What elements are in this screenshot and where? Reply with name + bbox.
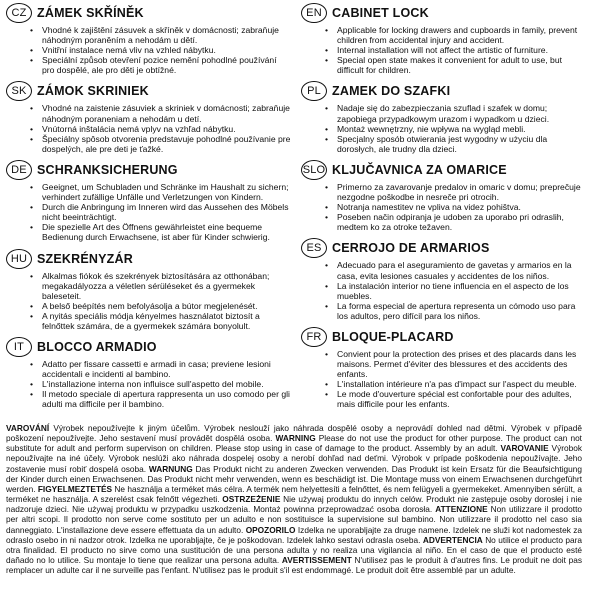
section-it — [6, 336, 291, 409]
section-de — [6, 159, 291, 243]
warning-text: Non utilizzare il prodotto per altri scopi. Il prodotto non serve come sostituto per un adulto e non sostituisce la supervisione sul bambino. Non utilizzare il prodotto nel caso sia danneggiato. L'installazione deve essere effettuata da un adulto. — [6, 504, 582, 535]
feature-list — [301, 260, 586, 321]
section-es — [301, 237, 586, 321]
section-title: SZEKRÉNYZÁR — [37, 251, 133, 266]
feature-item: • Vnútorná inštalácia nemá vplyv na vzhľad nábytku. — [30, 124, 291, 134]
warning-text: Výrobek nepoužívejte k jiným účelům. Výrobek neslouží jako náhrada dospělé osoby a neprovádí dohled nad dětmi. Výrobek v případě poškození nepoužívejte. Jeho sestavení musí provádět dospělá osoba. — [6, 423, 582, 444]
feature-item: • Le mode d'ouverture spécial est confortable pour des adultes, mais difficile pour les enfants. — [325, 389, 586, 409]
section-header — [6, 80, 291, 102]
feature-item: • Adatto per fissare cassetti e armadi in casa; previene lesioni accidentali e incidenti al bambino. — [30, 359, 291, 379]
section-title: ZÁMOK SKRINIEK — [37, 84, 149, 99]
feature-list — [6, 25, 291, 75]
warning-text: No utilice el producto para otra finalidad. El producto no sirve como una sustitución de una persona adulta y no realiza una vigilancia al niño. En el caso de que el producto esté dañado no lo utilice. Su montaje lo tiene que realizar una persona adulta. — [6, 534, 582, 566]
warning-label: AVERTISSEMENT — [281, 555, 352, 566]
section-hu — [6, 248, 291, 332]
feature-item: • Applicable for locking drawers and cupboards in family, prevent children from accidental injury and accident. — [325, 25, 586, 45]
language-badge: DE — [6, 160, 32, 180]
section-header — [6, 248, 291, 270]
section-header — [6, 2, 291, 24]
feature-item: • L'installazione interna non influisce sull'aspetto del mobile. — [30, 379, 291, 389]
warnings-block — [6, 423, 582, 575]
warning-label: WARNUNG — [148, 463, 193, 474]
section-header — [301, 237, 586, 259]
feature-item: • Poseben način odpiranja je udoben za uporabo pri odraslih, medtem ko za otroke težaven. — [325, 212, 586, 232]
section-title: ZÁMEK SKŘÍNĚK — [37, 6, 144, 20]
feature-item: • L'installation intérieure n'a pas d'impact sur l'aspect du meuble. — [325, 379, 586, 389]
warnings-paragraph — [6, 423, 582, 575]
section-sk — [6, 80, 291, 153]
feature-list — [301, 103, 586, 153]
feature-item: • Durch die Anbringung im Inneren wird das Aussehen des Möbels nicht beeinträchtigt. — [30, 202, 291, 222]
feature-item: • Vhodné na zaistenie zásuviek a skriniek v domácnosti; zabraňuje náhodným poraneniam a nehodám u detí. — [30, 103, 291, 123]
feature-list — [6, 103, 291, 153]
feature-item: • Špeciálny spôsob otvorenia predstavuje pohodlné používanie pre dospelých, ale pre deti je ťažké. — [30, 134, 291, 154]
feature-list — [6, 359, 291, 409]
warning-label: OSTRZEŻENIE — [222, 494, 281, 505]
feature-item: • Die spezielle Art des Öffnens gewährleistet eine bequeme Bedienung durch Erwachsene, ist aber für Kinder schwierig. — [30, 222, 291, 242]
section-header — [301, 159, 586, 181]
feature-item: • Convient pour la protection des prises et des placards dans les maisons. Permet d'éviter des blessures et des accidents des enfants. — [325, 349, 586, 379]
right-column — [301, 2, 586, 415]
section-header — [301, 80, 586, 102]
language-badge: SK — [6, 81, 32, 101]
section-header — [301, 326, 586, 348]
language-badge: ES — [301, 238, 327, 258]
feature-item: • Internal installation will not affect the artistic of furniture. — [325, 45, 586, 55]
warning-label: VAROVANIE — [500, 443, 549, 454]
section-title: SCHRANKSICHERUNG — [37, 162, 178, 177]
feature-item: • A belső beépítés nem befolyásolja a bútor megjelenését. — [30, 301, 291, 311]
warning-text: Please do not use the product for other purpose. The product can not substitute for adult and perform supervison on children. Please stop using in case of damage to the product. Assembly by an adult. — [6, 433, 582, 454]
feature-item: • La instalación interior no tiene influencia en el aspecto de los muebles. — [325, 281, 586, 301]
feature-item: • Geeignet, um Schubladen und Schränke im Haushalt zu sichern; verhindert zufällige Unfälle und Verletzungen von Kindern. — [30, 182, 291, 202]
section-fr — [301, 326, 586, 410]
feature-item: • Notranja namestitev ne vpliva na videz pohištva. — [325, 202, 586, 212]
feature-item: • Adecuado para el aseguramiento de gavetas y armarios en la casa, evita lesiones casuales y accidentes de los niños. — [325, 260, 586, 280]
warning-label: ATTENZIONE — [435, 504, 488, 515]
warning-text: Nie używaj produktu do innych celów. Produkt nie zastępuje osoby dorosłej i nie nadzoruje dzieci. Nie używaj produktu w przypadku uszkodzenia. Montaż powinna przeprowadzać osoba dorosła. — [6, 494, 582, 515]
feature-item: • Alkalmas fiókok és szekrények biztosítására az otthonában; megakadályozza a véletlen sérüléseket és a gyermekek baleseteit. — [30, 271, 291, 301]
warning-text: Ne használja a terméket más célra. A termék nem helyettesíti a felnőttet, és nem felügyeli a gyermekeket. Amennyiben sérült, a terméket ne használja. A szerelést csak felnőtt végezheti. — [6, 483, 583, 505]
section-cz — [6, 2, 291, 75]
feature-item: • A nyitás speciális módja kényelmes használatot biztosít a felnőttek számára, de a gyermekek számára bonyolult. — [30, 311, 291, 331]
section-title: CERROJO DE ARMARIOS — [332, 241, 490, 256]
warning-text: N'utilisez pas le produit à d'autres fins. Le produit ne doit pas remplacer un adulte car il ne surveille pas l'enfant. N'utilisez pas le produit s'il est endommagé. Le produit doit être assemblé par un adulte. — [6, 555, 582, 576]
section-title: KLJUČAVNICA ZA OMARICE — [332, 162, 507, 177]
feature-item: • La forma especial de apertura representa un cómodo uso para los adultos, pero difícil para los niños. — [325, 301, 586, 321]
section-header — [301, 2, 586, 24]
section-title: BLOCCO ARMADIO — [37, 340, 157, 355]
language-badge: IT — [6, 337, 32, 357]
language-badge: EN — [301, 3, 327, 23]
feature-item: • Montaż wewnętrzny, nie wpływa na wygląd mebli. — [325, 124, 586, 134]
language-badge: SLO — [301, 160, 327, 180]
feature-item: • Vnitřní instalace nemá vliv na vzhled nábytku. — [30, 45, 291, 55]
warning-text: Das Produkt nicht zu anderen Zwecken verwenden. Das Produkt ist kein Ersatz für die Beaufsichtigung der Kinder durch einen Erwachsenen. Das Produkt nicht mehr verwenden, wenn es beschädigt ist. Die Montage muss von einem Erwachsenen durchgeführt werden. — [6, 463, 582, 494]
section-pl — [301, 80, 586, 153]
language-badge: HU — [6, 249, 32, 269]
feature-list — [301, 349, 586, 410]
feature-item: • Speciální způsob otevření pozice nemění pohodlné používání pro dospělé, ale pro děti je obtížné. — [30, 55, 291, 75]
feature-item: • Specjalny sposób otwierania jest wygodny w użyciu dla dorosłych, ale trudny dla dzieci. — [325, 134, 586, 154]
language-badge: PL — [301, 81, 327, 101]
left-column — [6, 2, 291, 415]
section-header — [6, 336, 291, 358]
feature-item: • Nadaje się do zabezpieczania szuflad i szafek w domu; zapobiega przypadkowym urazom i wypadkom u dzieci. — [325, 103, 586, 123]
section-title: CABINET LOCK — [332, 6, 429, 20]
feature-list — [6, 182, 291, 243]
warning-label: FIGYELMEZTETÉS — [37, 483, 113, 494]
feature-item: • Special open state makes it convenient for adult to use, but difficult for children. — [325, 55, 586, 75]
warning-text: Izdelka ne uporabljajte za druge namene. Izdelek ne služi kot nadomestek za odraslo osebo in ni nadzor otrok. Izdelka ne uporabljajte, če je poškodovan. Izdelek lahko sestavi odrasla oseba. — [6, 524, 582, 545]
warning-label: ADVERTENCIA — [422, 534, 483, 545]
feature-item: • Primerno za zavarovanje predalov in omaric v domu; preprečuje nezgodne poškodbe in nesreče pri otrocih. — [325, 182, 586, 202]
language-badge: FR — [301, 327, 327, 347]
section-en — [301, 2, 586, 75]
feature-item: • Vhodné k zajištění zásuvek a skříněk v domácnosti; zabraňuje náhodným poraněním a nehodám u dětí. — [30, 25, 291, 45]
warning-label: OPOZORILO — [245, 524, 296, 535]
warning-label: VAROVÁNÍ — [6, 423, 50, 433]
feature-list — [301, 182, 586, 232]
section-slo — [301, 159, 586, 232]
feature-list — [6, 271, 291, 332]
section-title: ZAMEK DO SZAFKI — [332, 84, 451, 99]
feature-item: • Il metodo speciale di apertura rappresenta un uso comodo per gli adulti ma difficile per il bambino. — [30, 389, 291, 409]
feature-list — [301, 25, 586, 75]
warning-text: Výrobok nepoužívajte na iné účely. Výrobok neslúži ako náhrada dospelej osoby a nerobí dohľad nad deťmi. Výrobok v prípade poškodenia nepoužívajte. Jeho zostavenie musí robiť dospelá osoba. — [6, 443, 582, 474]
section-header — [6, 159, 291, 181]
language-badge: CZ — [6, 3, 32, 23]
section-title: BLOQUE-PLACARD — [332, 329, 454, 344]
warning-label: WARNING — [275, 433, 316, 444]
